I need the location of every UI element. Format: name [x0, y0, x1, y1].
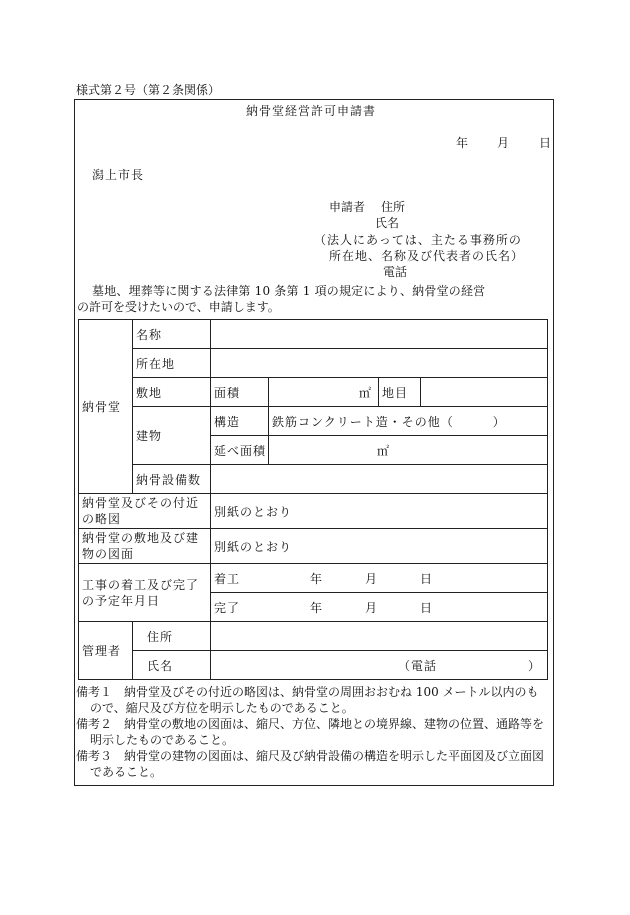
site-label: 敷地 — [133, 378, 211, 407]
start-month: 月 — [365, 571, 379, 586]
location-label: 所在地 — [133, 349, 211, 378]
area-label: 面積 — [211, 378, 269, 407]
end-label: 完了 — [214, 600, 241, 615]
building-label-cell — [133, 407, 211, 465]
sketch-label: 納骨堂及びその付近の略図 — [79, 494, 211, 529]
start-day: 日 — [420, 571, 434, 586]
structure-value[interactable]: 鉄筋コンクリート造・その他（ ） — [269, 407, 548, 436]
date-year: 年 — [456, 136, 469, 150]
drawing-label: 納骨堂の敷地及び建物の図面 — [79, 529, 211, 564]
statement-line-2: の許可を受けたいので、申請します。 — [77, 300, 280, 314]
form-number: 様式第２号（第２条関係） — [76, 83, 221, 97]
site-area-unit: ㎡ — [358, 385, 372, 400]
date-day: 日 — [539, 136, 552, 150]
location-value-field[interactable] — [211, 349, 548, 378]
applicant-name-label: 氏名 — [375, 216, 400, 230]
floor-area-label: 延べ面積 — [211, 436, 269, 465]
applicant-corp-note-2: 所在地、名称及び代表者の氏名） — [329, 249, 525, 263]
statement-line-1: 墓地、埋葬等に関する法律第 10 条第 1 項の規定により、納骨堂の経営 — [92, 284, 486, 298]
sketch-value: 別紙のとおり — [211, 494, 548, 529]
applicant-label: 申請者 — [329, 200, 366, 214]
manager-label-cell — [79, 622, 133, 680]
note-1: 備考１ 納骨堂及びその付近の略図は、納骨堂の周囲おおむね 100 メートル以内のもので、縮尺及び方位を明示したものであること。 — [76, 685, 539, 715]
applicant-phone-label: 電話 — [383, 265, 408, 279]
start-date-row[interactable] — [211, 564, 548, 593]
manager-name-field[interactable] — [211, 651, 548, 680]
facility-count-label: 納骨設備数 — [133, 465, 211, 494]
manager-phone: （電話 ） — [398, 658, 542, 673]
manager-address-label: 住所 — [133, 622, 211, 651]
manager-label: 管理者 — [82, 644, 122, 658]
building-label: 建物 — [136, 429, 163, 443]
manager-name-label: 氏名 — [133, 651, 211, 680]
facility-count-field[interactable] — [211, 465, 548, 494]
name-value-field[interactable] — [211, 320, 548, 349]
applicant-corp-note-1: （法人にあっては、主たる事務所の — [314, 233, 522, 247]
section-label-cell — [79, 320, 133, 494]
addressee: 潟上市長 — [92, 168, 145, 182]
date-month: 月 — [497, 136, 510, 150]
end-month: 月 — [365, 600, 379, 615]
manager-address-field[interactable] — [211, 622, 548, 651]
start-label: 着工 — [214, 571, 241, 586]
site-area-field[interactable] — [269, 378, 379, 407]
application-table — [78, 319, 553, 680]
floor-area-unit: ㎡ — [377, 443, 391, 458]
land-category-field[interactable] — [421, 378, 548, 407]
form-title: 納骨堂経営許可申請書 — [246, 104, 377, 118]
section-label: 納骨堂 — [82, 400, 122, 414]
drawing-value: 別紙のとおり — [211, 529, 548, 564]
schedule-label: 工事の着工及び完了の予定年月日 — [79, 564, 211, 622]
end-date-row[interactable] — [211, 593, 548, 622]
start-year: 年 — [310, 571, 324, 586]
structure-label: 構造 — [211, 407, 269, 436]
floor-area-field[interactable] — [269, 436, 548, 465]
note-3: 備考３ 納骨堂の建物の図面は、縮尺及び納骨設備の構造を明示した平面図及び立面図であること。 — [76, 749, 545, 779]
name-label: 名称 — [133, 320, 211, 349]
notes-section — [76, 684, 550, 780]
end-year: 年 — [310, 600, 324, 615]
end-day: 日 — [420, 600, 434, 615]
note-2: 備考２ 納骨堂の敷地の図面は、縮尺、方位、隣地との境界線、建物の位置、通路等を明示したものであること。 — [76, 717, 545, 747]
land-category-label: 地目 — [379, 378, 421, 407]
applicant-address-label: 住所 — [381, 200, 406, 214]
